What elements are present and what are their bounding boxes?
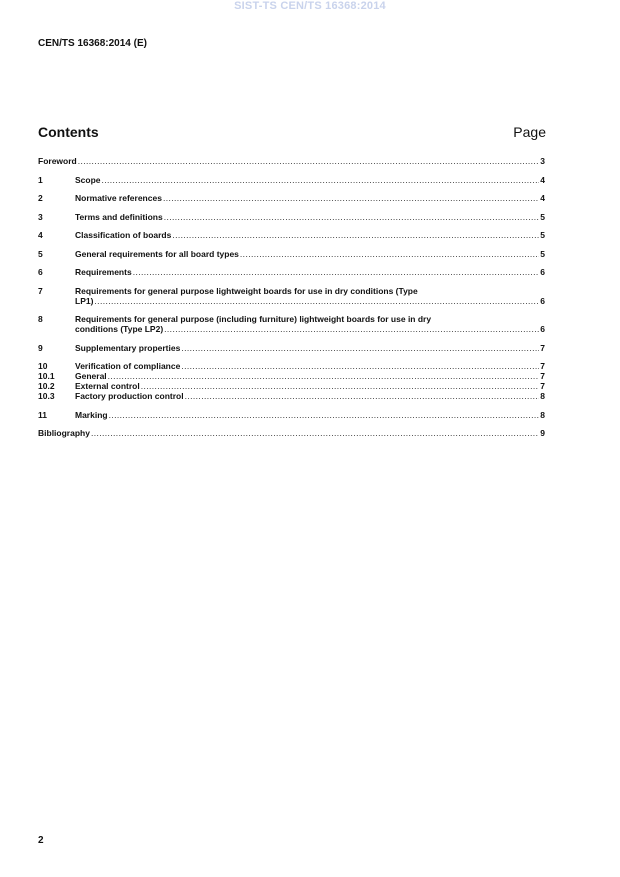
dot-leader — [109, 410, 540, 420]
toc-entry-page: 7 — [540, 361, 545, 371]
toc-entry-normative-references[interactable] — [38, 193, 545, 203]
toc-entry-title: Requirements for general purpose lightweight boards for use in dry conditions (Type — [75, 285, 418, 296]
toc-entry-foreword[interactable] — [38, 156, 545, 166]
toc-entry-title: Factory production control — [75, 391, 184, 401]
page-number: 2 — [38, 835, 44, 846]
watermark: SIST-TS CEN/TS 16368:2014 — [234, 0, 386, 12]
toc-entry-general-requirements[interactable] — [38, 249, 545, 259]
toc-entry-number: 10.1 — [38, 371, 55, 381]
toc-entry-title: General — [75, 371, 107, 381]
dot-leader — [141, 381, 540, 391]
contents-title: Contents — [38, 124, 99, 140]
dot-leader — [172, 230, 539, 240]
dot-leader — [108, 371, 540, 381]
page-column-label: Page — [513, 124, 546, 140]
toc-entry-external-control[interactable] — [38, 381, 545, 391]
toc-entry-marking[interactable] — [38, 410, 545, 420]
contents-header — [38, 124, 546, 144]
toc-entry-number: 7 — [38, 285, 43, 296]
toc-entry-number: 11 — [38, 409, 47, 420]
toc-entry-title: General requirements for all board types — [75, 248, 239, 259]
toc-entry-title-continued: LP1) — [75, 295, 94, 306]
toc-entry-terms-and-definitions[interactable] — [38, 212, 545, 222]
toc-entry-page: 7 — [540, 381, 545, 391]
toc-entry-type-lp1[interactable] — [38, 286, 545, 306]
dot-leader — [102, 175, 540, 185]
toc-entry-classification-of-boards[interactable] — [38, 230, 545, 240]
toc-entry-title: Classification of boards — [75, 230, 172, 240]
toc-entry-title: External control — [75, 381, 140, 391]
toc-entry-verification-of-compliance[interactable] — [38, 361, 545, 371]
toc-entry-number: 10.3 — [38, 391, 55, 401]
document-id: CEN/TS 16368:2014 (E) — [38, 38, 147, 49]
toc-entry-page: 8 — [540, 391, 545, 401]
toc-entry-page: 6 — [540, 324, 545, 334]
toc-entry-page: 5 — [540, 230, 545, 240]
toc-entry-page: 6 — [540, 267, 545, 277]
toc-entry-supplementary-properties[interactable] — [38, 343, 545, 353]
toc-entry-page: 4 — [540, 174, 545, 185]
toc-entry-title: Terms and definitions — [75, 211, 163, 222]
toc-entry-number: 10.2 — [38, 381, 55, 391]
toc-entry-page: 7 — [540, 371, 545, 381]
toc-entry-number: 9 — [38, 342, 43, 353]
toc-entry-number: 10 — [38, 361, 48, 371]
dot-leader — [185, 391, 540, 401]
dot-leader — [94, 296, 539, 306]
toc-entry-general[interactable] — [38, 371, 545, 381]
toc-entry-number: 1 — [38, 174, 43, 185]
toc-entry-number: 6 — [38, 267, 43, 277]
toc-entry-number: 2 — [38, 193, 43, 203]
toc-entry-title: Bibliography — [38, 428, 90, 438]
toc-entry-number: 5 — [38, 248, 43, 259]
toc-entry-bibliography[interactable] — [38, 428, 545, 438]
toc-entry-number: 3 — [38, 211, 43, 222]
toc-entry-title-continued: conditions (Type LP2) — [75, 324, 164, 334]
toc-entry-scope[interactable] — [38, 175, 545, 185]
toc-entry-title: Supplementary properties — [75, 342, 181, 353]
toc-entry-page: 3 — [540, 156, 545, 166]
toc-entry-number: 8 — [38, 314, 43, 324]
dot-leader — [78, 156, 540, 166]
toc-entry-title: Marking — [75, 409, 108, 420]
dot-leader — [181, 343, 539, 353]
toc-entry-number: 4 — [38, 230, 43, 240]
toc-entry-page: 7 — [540, 342, 545, 353]
toc-entry-title: Verification of compliance — [75, 361, 181, 371]
toc-entry-title: Normative references — [75, 193, 162, 203]
table-of-contents — [38, 156, 545, 438]
toc-entry-title: Scope — [75, 174, 101, 185]
dot-leader — [164, 212, 540, 222]
dot-leader — [91, 428, 539, 438]
toc-entry-title: Requirements for general purpose (including furniture) lightweight boards for use in dry — [75, 314, 432, 324]
dot-leader — [240, 249, 539, 259]
dot-leader — [133, 267, 540, 277]
toc-entry-page: 8 — [540, 409, 545, 420]
toc-entry-factory-production-control[interactable] — [38, 391, 545, 401]
toc-entry-type-lp2[interactable] — [38, 314, 545, 334]
toc-entry-page: 9 — [540, 428, 545, 438]
dot-leader — [181, 361, 539, 371]
dot-leader — [163, 193, 539, 203]
toc-entry-page: 6 — [540, 295, 545, 306]
toc-entry-title: Foreword — [38, 156, 77, 166]
toc-entry-page: 5 — [540, 248, 545, 259]
toc-entry-page: 4 — [540, 193, 545, 203]
toc-entry-requirements[interactable] — [38, 267, 545, 277]
dot-leader — [164, 324, 539, 334]
toc-entry-title: Requirements — [75, 267, 132, 277]
toc-entry-page: 5 — [540, 211, 545, 222]
